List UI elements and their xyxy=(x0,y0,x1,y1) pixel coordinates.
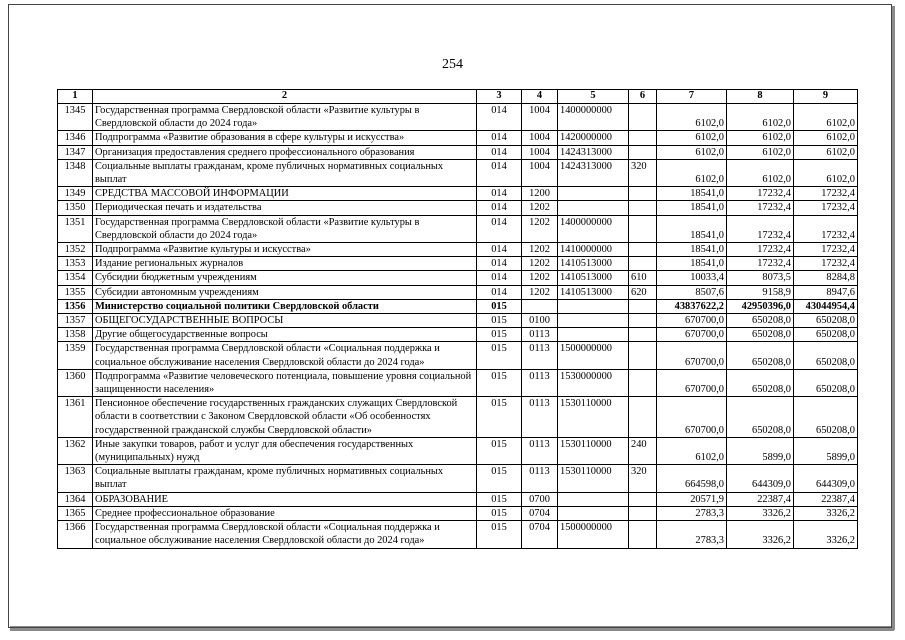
row-section-code: 0704 xyxy=(522,506,558,520)
row-value-year1: 20571,9 xyxy=(657,492,727,506)
row-number: 1366 xyxy=(58,521,93,548)
table-row xyxy=(58,328,858,342)
row-target-code: 1410513000 xyxy=(558,257,629,271)
row-name: Субсидии автономным учреждениям xyxy=(93,285,477,299)
row-value-year2: 6102,0 xyxy=(727,104,794,131)
table-row xyxy=(58,271,858,285)
row-expense-type xyxy=(629,215,657,242)
row-value-year1: 2783,3 xyxy=(657,506,727,520)
row-value-year3: 8284,8 xyxy=(794,271,858,285)
row-name: СРЕДСТВА МАССОВОЙ ИНФОРМАЦИИ xyxy=(93,187,477,201)
row-section-code xyxy=(522,299,558,313)
row-value-year1: 18541,0 xyxy=(657,187,727,201)
row-name: Периодическая печать и издательства xyxy=(93,201,477,215)
row-admin-code: 014 xyxy=(477,131,522,145)
row-number: 1364 xyxy=(58,492,93,506)
row-number: 1356 xyxy=(58,299,93,313)
row-value-year2: 650208,0 xyxy=(727,397,794,438)
table-row xyxy=(58,145,858,159)
row-value-year1: 18541,0 xyxy=(657,201,727,215)
row-name: Подпрограмма «Развитие человеческого потенциала, повышение уровня социальной защищенности населения» xyxy=(93,369,477,396)
row-name: Министерство социальной политики Свердловской области xyxy=(93,299,477,313)
row-value-year3: 8947,6 xyxy=(794,285,858,299)
row-value-year3: 3326,2 xyxy=(794,506,858,520)
row-value-year1: 6102,0 xyxy=(657,159,727,186)
row-value-year1: 670700,0 xyxy=(657,342,727,369)
row-target-code xyxy=(558,201,629,215)
row-name: Организация предоставления среднего профессионального образования xyxy=(93,145,477,159)
header-col-2: 2 xyxy=(93,90,477,104)
row-name: Субсидии бюджетным учреждениям xyxy=(93,271,477,285)
row-value-year3: 17232,4 xyxy=(794,215,858,242)
row-number: 1350 xyxy=(58,201,93,215)
row-target-code: 1500000000 xyxy=(558,521,629,548)
table-row xyxy=(58,437,858,464)
row-target-code xyxy=(558,299,629,313)
row-value-year3: 17232,4 xyxy=(794,187,858,201)
table-row xyxy=(58,159,858,186)
row-value-year1: 6102,0 xyxy=(657,145,727,159)
row-section-code: 1202 xyxy=(522,243,558,257)
row-target-code: 1530000000 xyxy=(558,369,629,396)
row-value-year2: 650208,0 xyxy=(727,314,794,328)
row-number: 1357 xyxy=(58,314,93,328)
row-target-code xyxy=(558,328,629,342)
row-number: 1359 xyxy=(58,342,93,369)
row-name: Государственная программа Свердловской области «Развитие культуры в Свердловской области до 2024 года» xyxy=(93,215,477,242)
row-expense-type xyxy=(629,187,657,201)
row-admin-code: 015 xyxy=(477,465,522,492)
row-value-year3: 6102,0 xyxy=(794,145,858,159)
row-expense-type: 320 xyxy=(629,465,657,492)
row-section-code: 1200 xyxy=(522,187,558,201)
row-admin-code: 014 xyxy=(477,159,522,186)
row-section-code: 1004 xyxy=(522,131,558,145)
row-admin-code: 014 xyxy=(477,285,522,299)
row-admin-code: 015 xyxy=(477,397,522,438)
row-target-code: 1410513000 xyxy=(558,271,629,285)
row-expense-type xyxy=(629,369,657,396)
row-admin-code: 015 xyxy=(477,437,522,464)
row-value-year3: 650208,0 xyxy=(794,314,858,328)
row-value-year3: 17232,4 xyxy=(794,201,858,215)
row-name: Социальные выплаты гражданам, кроме публичных нормативных социальных выплат xyxy=(93,159,477,186)
row-target-code: 1424313000 xyxy=(558,145,629,159)
table-header-row xyxy=(58,90,858,104)
row-section-code: 0700 xyxy=(522,492,558,506)
row-number: 1346 xyxy=(58,131,93,145)
row-expense-type xyxy=(629,397,657,438)
row-number: 1351 xyxy=(58,215,93,242)
row-number: 1362 xyxy=(58,437,93,464)
row-expense-type xyxy=(629,201,657,215)
row-name: Издание региональных журналов xyxy=(93,257,477,271)
row-name: Государственная программа Свердловской области «Социальная поддержка и социальное обслуживание населения Свердловской области до 2024 года» xyxy=(93,342,477,369)
row-expense-type xyxy=(629,257,657,271)
row-value-year1: 670700,0 xyxy=(657,369,727,396)
row-expense-type xyxy=(629,104,657,131)
row-target-code: 1530110000 xyxy=(558,397,629,438)
table-row xyxy=(58,201,858,215)
row-value-year1: 6102,0 xyxy=(657,104,727,131)
row-value-year3: 22387,4 xyxy=(794,492,858,506)
page-number: 254 xyxy=(442,57,463,72)
row-value-year3: 644309,0 xyxy=(794,465,858,492)
row-value-year3: 650208,0 xyxy=(794,369,858,396)
table-row xyxy=(58,285,858,299)
row-value-year3: 6102,0 xyxy=(794,104,858,131)
row-section-code: 0113 xyxy=(522,342,558,369)
row-value-year3: 17232,4 xyxy=(794,243,858,257)
row-admin-code: 014 xyxy=(477,145,522,159)
row-value-year1: 10033,4 xyxy=(657,271,727,285)
row-number: 1348 xyxy=(58,159,93,186)
row-number: 1360 xyxy=(58,369,93,396)
row-value-year2: 22387,4 xyxy=(727,492,794,506)
row-expense-type xyxy=(629,299,657,313)
row-section-code: 1202 xyxy=(522,215,558,242)
row-expense-type xyxy=(629,342,657,369)
row-admin-code: 015 xyxy=(477,299,522,313)
table-row xyxy=(58,187,858,201)
row-value-year3: 5899,0 xyxy=(794,437,858,464)
row-value-year2: 17232,4 xyxy=(727,243,794,257)
row-value-year2: 650208,0 xyxy=(727,328,794,342)
row-section-code: 0113 xyxy=(522,465,558,492)
row-name: Другие общегосударственные вопросы xyxy=(93,328,477,342)
row-value-year2: 17232,4 xyxy=(727,257,794,271)
table-row xyxy=(58,257,858,271)
row-value-year2: 6102,0 xyxy=(727,159,794,186)
row-section-code: 1202 xyxy=(522,201,558,215)
row-admin-code: 015 xyxy=(477,342,522,369)
row-section-code: 1202 xyxy=(522,285,558,299)
table-row xyxy=(58,521,858,548)
table-body xyxy=(58,104,858,549)
table-row xyxy=(58,397,858,438)
table-row xyxy=(58,104,858,131)
row-target-code: 1420000000 xyxy=(558,131,629,145)
row-value-year2: 5899,0 xyxy=(727,437,794,464)
row-expense-type: 320 xyxy=(629,159,657,186)
row-value-year1: 670700,0 xyxy=(657,314,727,328)
row-expense-type: 610 xyxy=(629,271,657,285)
table-row xyxy=(58,342,858,369)
header-col-3: 3 xyxy=(477,90,522,104)
row-target-code: 1530110000 xyxy=(558,465,629,492)
row-target-code xyxy=(558,492,629,506)
row-number: 1363 xyxy=(58,465,93,492)
table-row xyxy=(58,465,858,492)
row-name: Пенсионное обеспечение государственных гражданских служащих Свердловской области в соответствии с Законом Свердловской области «Об особенностях государственной гражданской службы Свердловской области» xyxy=(93,397,477,438)
row-value-year2: 3326,2 xyxy=(727,521,794,548)
row-section-code: 0113 xyxy=(522,397,558,438)
row-value-year1: 670700,0 xyxy=(657,397,727,438)
row-value-year2: 42950396,0 xyxy=(727,299,794,313)
header-col-9: 9 xyxy=(794,90,858,104)
row-target-code: 1410000000 xyxy=(558,243,629,257)
row-name: Подпрограмма «Развитие культуры и искусства» xyxy=(93,243,477,257)
row-name: Среднее профессиональное образование xyxy=(93,506,477,520)
row-value-year1: 664598,0 xyxy=(657,465,727,492)
table-row xyxy=(58,506,858,520)
row-value-year1: 6102,0 xyxy=(657,131,727,145)
row-value-year1: 18541,0 xyxy=(657,257,727,271)
row-expense-type xyxy=(629,145,657,159)
row-section-code: 0100 xyxy=(522,314,558,328)
row-section-code: 1004 xyxy=(522,145,558,159)
row-value-year3: 6102,0 xyxy=(794,131,858,145)
row-expense-type xyxy=(629,243,657,257)
row-admin-code: 014 xyxy=(477,187,522,201)
row-number: 1345 xyxy=(58,104,93,131)
row-value-year1: 2783,3 xyxy=(657,521,727,548)
row-admin-code: 015 xyxy=(477,314,522,328)
row-value-year3: 3326,2 xyxy=(794,521,858,548)
row-name: ОБРАЗОВАНИЕ xyxy=(93,492,477,506)
row-expense-type xyxy=(629,492,657,506)
row-value-year2: 6102,0 xyxy=(727,145,794,159)
row-value-year2: 9158,9 xyxy=(727,285,794,299)
row-section-code: 0113 xyxy=(522,369,558,396)
row-number: 1361 xyxy=(58,397,93,438)
row-target-code: 1500000000 xyxy=(558,342,629,369)
row-number: 1365 xyxy=(58,506,93,520)
row-value-year1: 18541,0 xyxy=(657,243,727,257)
row-name: Государственная программа Свердловской области «Развитие культуры в Свердловской области до 2024 года» xyxy=(93,104,477,131)
row-admin-code: 015 xyxy=(477,492,522,506)
row-section-code: 0704 xyxy=(522,521,558,548)
row-admin-code: 014 xyxy=(477,243,522,257)
row-value-year1: 18541,0 xyxy=(657,215,727,242)
row-section-code: 1202 xyxy=(522,257,558,271)
row-value-year2: 650208,0 xyxy=(727,342,794,369)
header-col-4: 4 xyxy=(522,90,558,104)
row-expense-type xyxy=(629,328,657,342)
row-value-year3: 6102,0 xyxy=(794,159,858,186)
row-value-year2: 3326,2 xyxy=(727,506,794,520)
row-target-code xyxy=(558,187,629,201)
table-row xyxy=(58,299,858,313)
row-value-year1: 8507,6 xyxy=(657,285,727,299)
row-target-code: 1410513000 xyxy=(558,285,629,299)
row-number: 1358 xyxy=(58,328,93,342)
row-name: Государственная программа Свердловской области «Социальная поддержка и социальное обслуживание населения Свердловской области до 2024 года» xyxy=(93,521,477,548)
row-number: 1352 xyxy=(58,243,93,257)
row-section-code: 0113 xyxy=(522,328,558,342)
row-admin-code: 015 xyxy=(477,328,522,342)
row-value-year1: 43837622,2 xyxy=(657,299,727,313)
row-value-year3: 43044954,4 xyxy=(794,299,858,313)
row-admin-code: 014 xyxy=(477,271,522,285)
row-number: 1347 xyxy=(58,145,93,159)
header-col-7: 7 xyxy=(657,90,727,104)
row-expense-type: 240 xyxy=(629,437,657,464)
row-admin-code: 015 xyxy=(477,521,522,548)
row-value-year3: 650208,0 xyxy=(794,328,858,342)
row-section-code: 1202 xyxy=(522,271,558,285)
row-value-year2: 6102,0 xyxy=(727,131,794,145)
row-value-year3: 650208,0 xyxy=(794,397,858,438)
row-expense-type xyxy=(629,506,657,520)
row-expense-type xyxy=(629,314,657,328)
row-value-year1: 6102,0 xyxy=(657,437,727,464)
row-section-code: 0113 xyxy=(522,437,558,464)
row-target-code: 1530110000 xyxy=(558,437,629,464)
header-col-1: 1 xyxy=(58,90,93,104)
budget-table xyxy=(57,89,858,549)
row-target-code: 1400000000 xyxy=(558,215,629,242)
row-expense-type: 620 xyxy=(629,285,657,299)
row-expense-type xyxy=(629,521,657,548)
row-target-code: 1424313000 xyxy=(558,159,629,186)
row-admin-code: 014 xyxy=(477,201,522,215)
row-target-code xyxy=(558,506,629,520)
row-number: 1349 xyxy=(58,187,93,201)
row-number: 1353 xyxy=(58,257,93,271)
row-value-year3: 650208,0 xyxy=(794,342,858,369)
row-admin-code: 014 xyxy=(477,215,522,242)
row-admin-code: 015 xyxy=(477,369,522,396)
table-row xyxy=(58,243,858,257)
row-target-code xyxy=(558,314,629,328)
table-row xyxy=(58,492,858,506)
row-number: 1355 xyxy=(58,285,93,299)
row-name: Подпрограмма «Развитие образования в сфере культуры и искусства» xyxy=(93,131,477,145)
table-row xyxy=(58,131,858,145)
row-name: Иные закупки товаров, работ и услуг для обеспечения государственных (муниципальных) нужд xyxy=(93,437,477,464)
row-expense-type xyxy=(629,131,657,145)
header-col-5: 5 xyxy=(558,90,629,104)
row-value-year2: 644309,0 xyxy=(727,465,794,492)
row-section-code: 1004 xyxy=(522,159,558,186)
row-section-code: 1004 xyxy=(522,104,558,131)
header-col-8: 8 xyxy=(727,90,794,104)
table-row xyxy=(58,215,858,242)
row-target-code: 1400000000 xyxy=(558,104,629,131)
row-value-year2: 17232,4 xyxy=(727,201,794,215)
row-value-year3: 17232,4 xyxy=(794,257,858,271)
row-admin-code: 014 xyxy=(477,257,522,271)
row-number: 1354 xyxy=(58,271,93,285)
row-name: Социальные выплаты гражданам, кроме публичных нормативных социальных выплат xyxy=(93,465,477,492)
row-value-year1: 670700,0 xyxy=(657,328,727,342)
row-value-year2: 650208,0 xyxy=(727,369,794,396)
row-value-year2: 17232,4 xyxy=(727,215,794,242)
row-value-year2: 17232,4 xyxy=(727,187,794,201)
row-admin-code: 014 xyxy=(477,104,522,131)
table-row xyxy=(58,369,858,396)
header-col-6: 6 xyxy=(629,90,657,104)
row-admin-code: 015 xyxy=(477,506,522,520)
table-row xyxy=(58,314,858,328)
row-name: ОБЩЕГОСУДАРСТВЕННЫЕ ВОПРОСЫ xyxy=(93,314,477,328)
row-value-year2: 8073,5 xyxy=(727,271,794,285)
